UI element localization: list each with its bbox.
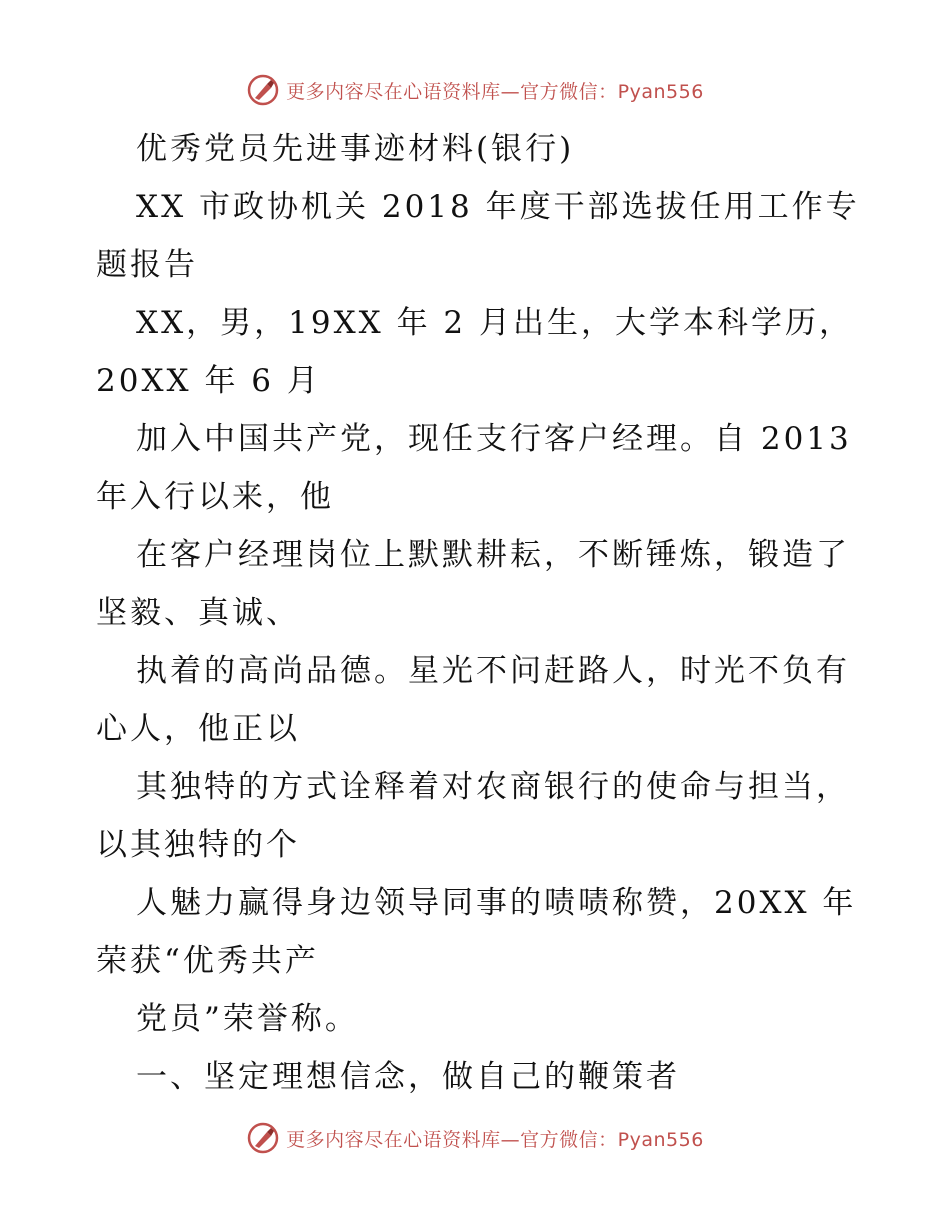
doc-line: XX 市政协机关 2018 年度干部选拔任用工作专 <box>136 189 860 225</box>
header-banner-text: 更多内容尽在心语资料库—官方微信：Pyan556 <box>286 80 704 103</box>
doc-line: 题报告 <box>96 247 198 283</box>
doc-line: XX，男，19XX 年 2 月出生，大学本科学历， <box>136 305 854 341</box>
document-body <box>96 120 860 1106</box>
doc-title: 优秀党员先进事迹材料(银行) <box>136 131 575 167</box>
pen-logo-icon <box>246 1121 280 1155</box>
doc-line: 坚毅、真诚、 <box>96 595 300 631</box>
doc-line: 加入中国共产党，现任支行客户经理。自 2013 <box>136 421 852 457</box>
footer-banner-text: 更多内容尽在心语资料库—官方微信：Pyan556 <box>286 1128 704 1151</box>
doc-line: 党员”荣誉称。 <box>136 1001 359 1037</box>
section-heading: 一、坚定理想信念，做自己的鞭策者 <box>136 1059 680 1095</box>
doc-line: 荣获“优秀共产 <box>96 943 319 979</box>
doc-line: 执着的高尚品德。星光不问赶路人，时光不负有 <box>136 653 850 689</box>
doc-line: 年入行以来，他 <box>96 479 334 515</box>
doc-line: 人魅力赢得身边领导同事的啧啧称赞，20XX 年 <box>136 885 857 921</box>
doc-line: 20XX 年 6 月 <box>96 363 321 399</box>
pen-logo-icon <box>246 73 280 107</box>
header-banner <box>0 70 950 110</box>
doc-line: 其独特的方式诠释着对农商银行的使命与担当， <box>136 769 850 805</box>
doc-line: 心人，他正以 <box>96 711 300 747</box>
footer-banner <box>0 1118 950 1158</box>
doc-line: 以其独特的个 <box>96 827 300 863</box>
doc-line: 在客户经理岗位上默默耕耘，不断锤炼，锻造了 <box>136 537 850 573</box>
